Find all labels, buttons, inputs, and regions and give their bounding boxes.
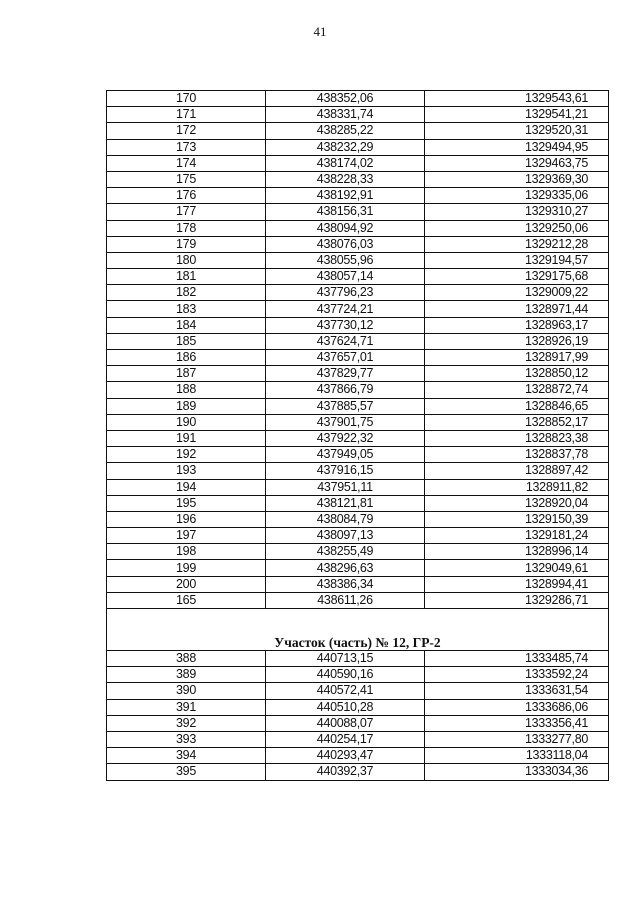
x-coordinate-cell: 437624,71 <box>266 333 425 349</box>
y-coordinate-cell: 1329175,68 <box>425 269 609 285</box>
point-number-cell: 174 <box>107 155 266 171</box>
point-number-cell: 190 <box>107 414 266 430</box>
point-number-cell: 195 <box>107 495 266 511</box>
y-coordinate-cell: 1329181,24 <box>425 528 609 544</box>
y-coordinate-cell: 1329310,27 <box>425 204 609 220</box>
table-row <box>107 651 609 667</box>
x-coordinate-cell: 438057,14 <box>266 269 425 285</box>
y-coordinate-cell: 1333277,80 <box>425 731 609 747</box>
y-coordinate-cell: 1328823,38 <box>425 430 609 446</box>
y-coordinate-cell: 1328996,14 <box>425 544 609 560</box>
point-number-cell: 199 <box>107 560 266 576</box>
table-row <box>107 269 609 285</box>
y-coordinate-cell: 1329543,61 <box>425 91 609 107</box>
point-number-cell: 196 <box>107 511 266 527</box>
y-coordinate-cell: 1328920,04 <box>425 495 609 511</box>
section-title: Участок (часть) № 12, ГР-2 <box>107 634 609 651</box>
table-row <box>107 317 609 333</box>
point-number-cell: 178 <box>107 220 266 236</box>
y-coordinate-cell: 1328872,74 <box>425 382 609 398</box>
section-spacer <box>107 609 609 635</box>
x-coordinate-cell: 438055,96 <box>266 252 425 268</box>
table-row <box>107 220 609 236</box>
y-coordinate-cell: 1328911,82 <box>425 479 609 495</box>
table-row <box>107 560 609 576</box>
x-coordinate-cell: 440510,28 <box>266 699 425 715</box>
x-coordinate-cell: 438192,91 <box>266 188 425 204</box>
x-coordinate-cell: 437730,12 <box>266 317 425 333</box>
y-coordinate-cell: 1328963,17 <box>425 317 609 333</box>
table-row <box>107 301 609 317</box>
table-row <box>107 91 609 107</box>
table-row <box>107 333 609 349</box>
point-number-cell: 179 <box>107 236 266 252</box>
point-number-cell: 191 <box>107 430 266 446</box>
y-coordinate-cell: 1329286,71 <box>425 592 609 608</box>
y-coordinate-cell: 1333356,41 <box>425 715 609 731</box>
point-number-cell: 181 <box>107 269 266 285</box>
x-coordinate-cell: 437951,11 <box>266 479 425 495</box>
x-coordinate-cell: 438232,29 <box>266 139 425 155</box>
x-coordinate-cell: 438255,49 <box>266 544 425 560</box>
x-coordinate-cell: 438097,13 <box>266 528 425 544</box>
x-coordinate-cell: 438611,26 <box>266 592 425 608</box>
table-row <box>107 511 609 527</box>
point-number-cell: 165 <box>107 592 266 608</box>
point-number-cell: 184 <box>107 317 266 333</box>
y-coordinate-cell: 1329009,22 <box>425 285 609 301</box>
y-coordinate-cell: 1328897,42 <box>425 463 609 479</box>
page-number: 41 <box>313 24 327 39</box>
table-row <box>107 667 609 683</box>
x-coordinate-cell: 440254,17 <box>266 731 425 747</box>
point-number-cell: 197 <box>107 528 266 544</box>
x-coordinate-cell: 438076,03 <box>266 236 425 252</box>
table-row <box>107 430 609 446</box>
table-row <box>107 204 609 220</box>
x-coordinate-cell: 440590,16 <box>266 667 425 683</box>
x-coordinate-cell: 438094,92 <box>266 220 425 236</box>
x-coordinate-cell: 438285,22 <box>266 123 425 139</box>
point-number-cell: 183 <box>107 301 266 317</box>
y-coordinate-cell: 1329494,95 <box>425 139 609 155</box>
x-coordinate-cell: 437657,01 <box>266 350 425 366</box>
table-row <box>107 139 609 155</box>
point-number-cell: 176 <box>107 188 266 204</box>
x-coordinate-cell: 440713,15 <box>266 651 425 667</box>
y-coordinate-cell: 1333485,74 <box>425 651 609 667</box>
table-row <box>107 350 609 366</box>
point-number-cell: 194 <box>107 479 266 495</box>
y-coordinate-cell: 1328994,41 <box>425 576 609 592</box>
y-coordinate-cell: 1328850,12 <box>425 366 609 382</box>
table-row <box>107 155 609 171</box>
table-row <box>107 236 609 252</box>
x-coordinate-cell: 437885,57 <box>266 398 425 414</box>
table-row <box>107 188 609 204</box>
point-number-cell: 186 <box>107 350 266 366</box>
point-number-cell: 187 <box>107 366 266 382</box>
x-coordinate-cell: 437724,21 <box>266 301 425 317</box>
y-coordinate-cell: 1329194,57 <box>425 252 609 268</box>
point-number-cell: 182 <box>107 285 266 301</box>
x-coordinate-cell: 437796,23 <box>266 285 425 301</box>
y-coordinate-cell: 1329049,61 <box>425 560 609 576</box>
x-coordinate-cell: 438174,02 <box>266 155 425 171</box>
y-coordinate-cell: 1328837,78 <box>425 447 609 463</box>
point-number-cell: 170 <box>107 91 266 107</box>
y-coordinate-cell: 1328852,17 <box>425 414 609 430</box>
y-coordinate-cell: 1329335,06 <box>425 188 609 204</box>
y-coordinate-cell: 1333118,04 <box>425 748 609 764</box>
point-number-cell: 390 <box>107 683 266 699</box>
y-coordinate-cell: 1328846,65 <box>425 398 609 414</box>
point-number-cell: 392 <box>107 715 266 731</box>
point-number-cell: 389 <box>107 667 266 683</box>
point-number-cell: 189 <box>107 398 266 414</box>
point-number-cell: 173 <box>107 139 266 155</box>
table-row <box>107 748 609 764</box>
point-number-cell: 393 <box>107 731 266 747</box>
y-coordinate-cell: 1333034,36 <box>425 764 609 780</box>
table-row <box>107 683 609 699</box>
point-number-cell: 175 <box>107 171 266 187</box>
x-coordinate-cell: 440392,37 <box>266 764 425 780</box>
table-row <box>107 285 609 301</box>
x-coordinate-cell: 440293,47 <box>266 748 425 764</box>
table-row <box>107 171 609 187</box>
x-coordinate-cell: 437922,32 <box>266 430 425 446</box>
y-coordinate-cell: 1329541,21 <box>425 107 609 123</box>
coordinates-table-body <box>107 91 609 781</box>
x-coordinate-cell: 440088,07 <box>266 715 425 731</box>
x-coordinate-cell: 438352,06 <box>266 91 425 107</box>
point-number-cell: 391 <box>107 699 266 715</box>
x-coordinate-cell: 437901,75 <box>266 414 425 430</box>
x-coordinate-cell: 438121,81 <box>266 495 425 511</box>
x-coordinate-cell: 438331,74 <box>266 107 425 123</box>
point-number-cell: 171 <box>107 107 266 123</box>
x-coordinate-cell: 440572,41 <box>266 683 425 699</box>
y-coordinate-cell: 1329520,31 <box>425 123 609 139</box>
point-number-cell: 193 <box>107 463 266 479</box>
y-coordinate-cell: 1328917,99 <box>425 350 609 366</box>
table-row <box>107 366 609 382</box>
y-coordinate-cell: 1329250,06 <box>425 220 609 236</box>
y-coordinate-cell: 1329212,28 <box>425 236 609 252</box>
point-number-cell: 180 <box>107 252 266 268</box>
y-coordinate-cell: 1333686,06 <box>425 699 609 715</box>
y-coordinate-cell: 1329150,39 <box>425 511 609 527</box>
y-coordinate-cell: 1328971,44 <box>425 301 609 317</box>
table-row <box>107 398 609 414</box>
section-spacer-cell <box>107 609 609 635</box>
point-number-cell: 395 <box>107 764 266 780</box>
table-row <box>107 576 609 592</box>
x-coordinate-cell: 437866,79 <box>266 382 425 398</box>
table-row <box>107 107 609 123</box>
x-coordinate-cell: 437916,15 <box>266 463 425 479</box>
table-row <box>107 528 609 544</box>
table-row <box>107 699 609 715</box>
table-row <box>107 715 609 731</box>
point-number-cell: 192 <box>107 447 266 463</box>
y-coordinate-cell: 1333592,24 <box>425 667 609 683</box>
x-coordinate-cell: 438296,63 <box>266 560 425 576</box>
point-number-cell: 188 <box>107 382 266 398</box>
x-coordinate-cell: 437949,05 <box>266 447 425 463</box>
x-coordinate-cell: 438386,34 <box>266 576 425 592</box>
table-row <box>107 479 609 495</box>
table-row <box>107 414 609 430</box>
table-row <box>107 764 609 780</box>
point-number-cell: 388 <box>107 651 266 667</box>
section-heading-row <box>107 634 609 651</box>
y-coordinate-cell: 1329369,30 <box>425 171 609 187</box>
table-row <box>107 447 609 463</box>
x-coordinate-cell: 437829,77 <box>266 366 425 382</box>
x-coordinate-cell: 438228,33 <box>266 171 425 187</box>
table-row <box>107 382 609 398</box>
table-row <box>107 544 609 560</box>
x-coordinate-cell: 438156,31 <box>266 204 425 220</box>
point-number-cell: 172 <box>107 123 266 139</box>
point-number-cell: 200 <box>107 576 266 592</box>
table-row <box>107 592 609 608</box>
table-row <box>107 731 609 747</box>
y-coordinate-cell: 1328926,19 <box>425 333 609 349</box>
table-row <box>107 463 609 479</box>
coordinates-table <box>106 90 609 781</box>
table-row <box>107 495 609 511</box>
x-coordinate-cell: 438084,79 <box>266 511 425 527</box>
y-coordinate-cell: 1329463,75 <box>425 155 609 171</box>
y-coordinate-cell: 1333631,54 <box>425 683 609 699</box>
table-row <box>107 123 609 139</box>
point-number-cell: 185 <box>107 333 266 349</box>
point-number-cell: 198 <box>107 544 266 560</box>
table-row <box>107 252 609 268</box>
point-number-cell: 394 <box>107 748 266 764</box>
point-number-cell: 177 <box>107 204 266 220</box>
